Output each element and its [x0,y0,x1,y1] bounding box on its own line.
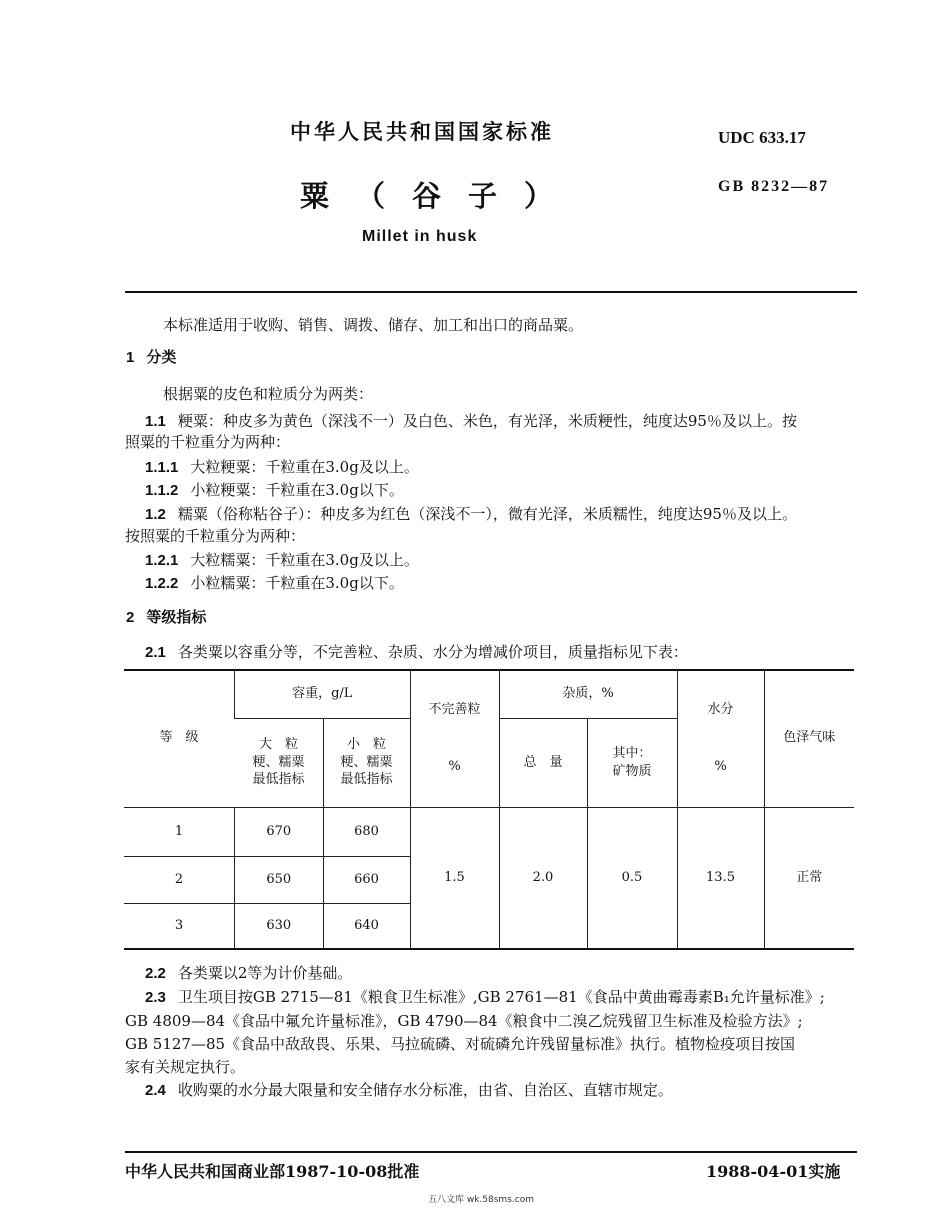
header-imperfect-unit: % [448,759,461,775]
header-moisture [677,670,764,807]
header-line: 矿物质 [612,763,652,779]
clause-1-1-continuation: 照粟的千粒重分为两种： [125,433,291,451]
header-mineral [587,718,677,807]
clause-1-1 [145,410,797,431]
clause-1-2-continuation: 按照粟的千粒重分为两种： [125,527,306,545]
header-bulk-density: 容重，g/L [235,670,411,718]
clause-number: 1.1 [145,413,166,430]
header-moisture-label: 水分 [707,701,734,717]
impurity-total-cell: 2.0 [499,807,587,948]
imperfect-cell: 1.5 [410,807,499,948]
moisture-cell: 13.5 [677,807,764,948]
large-grain-cell: 670 [235,807,324,856]
clause-1-1-2 [145,479,404,500]
section-title: 分类 [146,348,177,366]
large-grain-cell: 650 [235,856,324,903]
small-grain-cell: 680 [323,807,410,856]
clause-text: 收购粟的水分最大限量和安全储存水分标准，由省、自治区、直辖市规定。 [177,1081,673,1099]
header-line: 粳、糯粟 [340,754,393,770]
clause-text: 大粒糯粟：千粒重在3.0g及以上。 [190,551,419,569]
header-large-grain [235,718,324,807]
section-title: 等级指标 [146,608,207,626]
header-imperfect [410,670,499,807]
header-imperfect-label: 不完善粒 [428,701,481,717]
bottom-rule [125,1151,857,1153]
header-line: 粳、糯粟 [252,754,305,770]
header-moisture-unit: % [714,759,727,775]
approval-line: 中华人民共和国商业部1987-10-08批准 [125,1162,420,1181]
clause-number: 1.2 [145,506,166,523]
gb-number: GB 8232—87 [718,178,830,195]
clause-number: 2.3 [145,989,166,1006]
clause-2-1 [145,641,688,662]
small-grain-cell: 660 [323,856,410,903]
clause-number: 1.1.1 [145,459,179,476]
header-grade: 等 级 [124,670,235,807]
clause-text: 大粒粳粟：千粒重在3.0g及以上。 [190,458,419,476]
clause-1-2 [145,503,797,524]
large-grain-cell: 630 [235,903,324,948]
clause-2-3-line-4: 家有关规定执行。 [125,1058,246,1076]
clause-text: 各类粟以2等为计价基础。 [177,964,353,982]
header-small-grain [323,718,410,807]
header-color-odor: 色泽气味 [764,670,854,807]
intro-paragraph: 本标准适用于收购、销售、调拨、储存、加工和出口的商品粟。 [163,316,584,334]
table-row [124,807,854,856]
clause-number: 1.2.1 [145,552,179,569]
clause-text: 糯粟（俗称粘谷子）：种皮多为红色（深浅不一），微有光泽，米质糯性，纯度达95％及以上。 [177,505,797,523]
section-number: 2 [126,609,135,626]
clause-number: 1.1.2 [145,482,179,499]
clause-2-4 [145,1079,673,1100]
clause-1-2-1 [145,549,419,570]
source-credit: 五八文库 wk.58sms.com [428,1195,534,1205]
clause-2-3-line-3: GB 5127—85《食品中敌敌畏、乐果、马拉硫磷、对硫磷允许残留量标准》执行。植物检疫项目按国 [125,1035,796,1053]
section-1-text: 根据粟的皮色和粒质分为两类： [163,385,374,403]
header-total: 总 量 [499,718,587,807]
grade-cell: 3 [174,917,184,933]
clause-number: 2.1 [145,644,166,661]
clause-text: 卫生项目按GB 2715—81《粮食卫生标准》,GB 2761—81《食品中黄曲霉毒素B₁允许量标准》; [177,988,825,1006]
org-title: 中华人民共和国国家标准 [290,119,554,144]
section-1-heading [126,346,176,367]
header-line: 大 粒 [258,737,298,753]
clause-2-3 [145,986,825,1007]
table-bottom-rule [124,948,854,950]
grade-cell: 2 [124,856,235,903]
clause-1-2-2 [145,572,404,593]
udc-code: UDC 633.17 [718,128,806,147]
header-impurity: 杂质，% [499,670,677,718]
top-rule [125,291,857,293]
clause-2-2 [145,962,352,983]
effective-date: 1988-04-01实施 [706,1162,841,1181]
grade-cell: 1 [124,807,235,856]
small-grain-cell: 640 [323,903,410,948]
section-2-heading [126,606,206,627]
mineral-cell: 0.5 [587,807,677,948]
standard-title: 粟（谷子） [300,179,581,213]
header-line: 小 粒 [346,737,386,753]
color-odor-cell: 正常 [764,807,854,948]
section-number: 1 [126,349,135,366]
clause-text: 粳粟：种皮多为黄色（深浅不一）及白色、米色，有光泽，米质粳性，纯度达95％及以上。按 [177,412,797,430]
clause-2-3-line-2: GB 4809—84《食品中氟允许量标准》，GB 4790—84《粮食中二溴乙烷残留卫生标准及检验方法》; [125,1012,803,1030]
header-line: 最低指标 [252,772,305,788]
clause-text: 各类粟以容重分等，不完善粒、杂质、水分为增减价项目，质量指标见下表： [177,643,688,661]
clause-number: 1.2.2 [145,575,179,592]
english-title: Millet in husk [362,228,478,245]
header-line: 其中： [612,745,652,761]
clause-text: 小粒粳粟：千粒重在3.0g以下。 [190,481,404,499]
clause-1-1-1 [145,456,419,477]
clause-number: 2.4 [145,1082,166,1099]
clause-text: 小粒糯粟：千粒重在3.0g以下。 [190,574,404,592]
header-line: 最低指标 [340,772,393,788]
grade-table [124,670,854,949]
clause-number: 2.2 [145,965,166,982]
